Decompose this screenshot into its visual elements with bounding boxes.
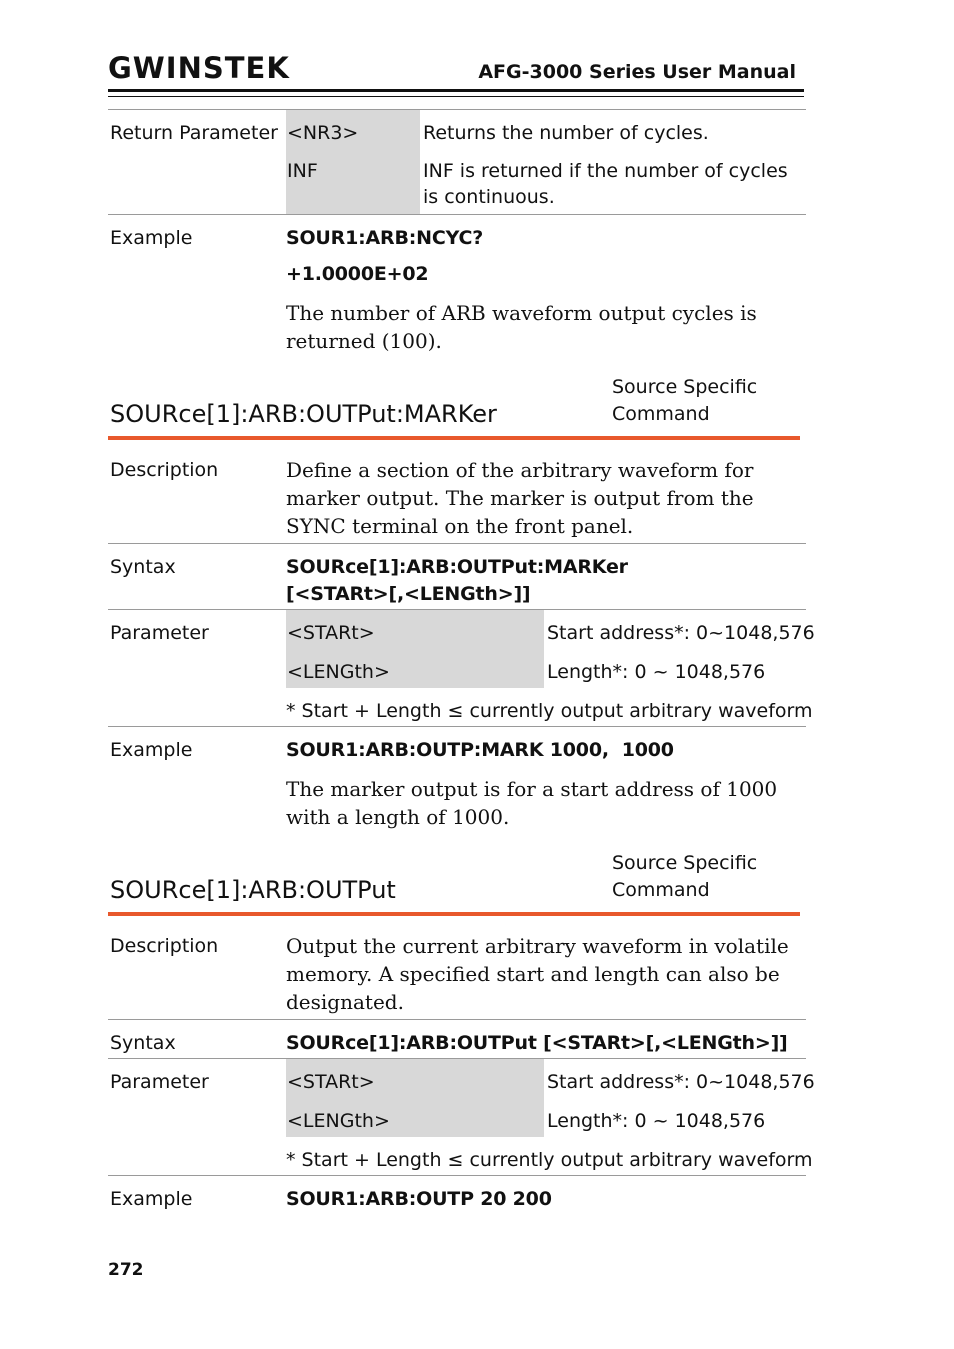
param-start: <STARt> [287, 1071, 375, 1093]
example-command: SOUR1:ARB:NCYC? [286, 227, 484, 249]
section-title: SOURce[1]:ARB:OUTPut [110, 876, 396, 904]
syntax-line-1: SOURce[1]:ARB:OUTPut:MARKer [286, 556, 628, 578]
param-start-desc: Start address*: 0~1048,576 [547, 1071, 815, 1093]
example-label: Example [110, 227, 193, 249]
example-label: Example [110, 1188, 193, 1210]
divider [108, 109, 806, 110]
parameter-label: Parameter [110, 1071, 209, 1093]
param-length-desc: Length*: 0 ~ 1048,576 [547, 1110, 766, 1132]
description-text: Define a section of the arbitrary waveform for marker output. The marker is output from the SYNC terminal on the front panel. [286, 458, 754, 538]
manual-title: AFG-3000 Series User Manual [478, 61, 796, 83]
param-length: <LENGth> [287, 661, 390, 683]
divider [108, 1175, 806, 1176]
description-text: Output the current arbitrary waveform in volatile memory. A specified start and length can also be designated. [286, 934, 789, 1014]
syntax-label: Syntax [110, 556, 176, 578]
return-param-nr3: <NR3> [287, 122, 359, 144]
example-description: The number of ARB waveform output cycles is returned (100). [286, 301, 757, 353]
section-note: Source Specific Command [612, 852, 758, 901]
syntax-line-2: [<STARt>[,<LENGth>]] [286, 583, 531, 605]
parameter-label: Parameter [110, 622, 209, 644]
example-response: +1.0000E+02 [286, 263, 429, 285]
param-start-desc: Start address*: 0~1048,576 [547, 622, 815, 644]
param-length-desc: Length*: 0 ~ 1048,576 [547, 661, 766, 683]
syntax-label: Syntax [110, 1032, 176, 1054]
return-desc-nr3: Returns the number of cycles. [423, 122, 709, 144]
header-rule-thick [108, 89, 804, 92]
return-parameter-label: Return Parameter [110, 122, 278, 144]
divider [108, 1019, 806, 1020]
example-description: The marker output is for a start address of 1000 with a length of 1000. [286, 777, 778, 829]
syntax-line-1: SOURce[1]:ARB:OUTPut [<STARt>[,<LENGth>]] [286, 1032, 788, 1054]
param-start: <STARt> [287, 622, 375, 644]
param-length: <LENGth> [287, 1110, 390, 1132]
return-param-inf: INF [287, 160, 318, 182]
return-desc-inf: INF is returned if the number of cycles is continuous. [423, 160, 788, 208]
divider [108, 543, 806, 544]
description-label: Description [110, 935, 219, 957]
section-note: Source Specific Command [612, 376, 758, 425]
section-rule [108, 912, 800, 916]
brand-logo: GWINSTEK [108, 51, 290, 85]
example-command: SOUR1:ARB:OUTP 20 200 [286, 1188, 552, 1210]
example-command: SOUR1:ARB:OUTP:MARK 1000, 1000 [286, 739, 674, 761]
param-note: * Start + Length ≤ currently output arbitrary waveform [286, 1149, 813, 1171]
header-rule-thin [108, 96, 804, 97]
description-label: Description [110, 459, 219, 481]
divider [108, 726, 806, 727]
param-note: * Start + Length ≤ currently output arbitrary waveform [286, 700, 813, 722]
section-rule [108, 436, 800, 440]
example-label: Example [110, 739, 193, 761]
divider [108, 214, 806, 215]
section-title: SOURce[1]:ARB:OUTPut:MARKer [110, 400, 497, 428]
page-number: 272 [108, 1260, 144, 1280]
